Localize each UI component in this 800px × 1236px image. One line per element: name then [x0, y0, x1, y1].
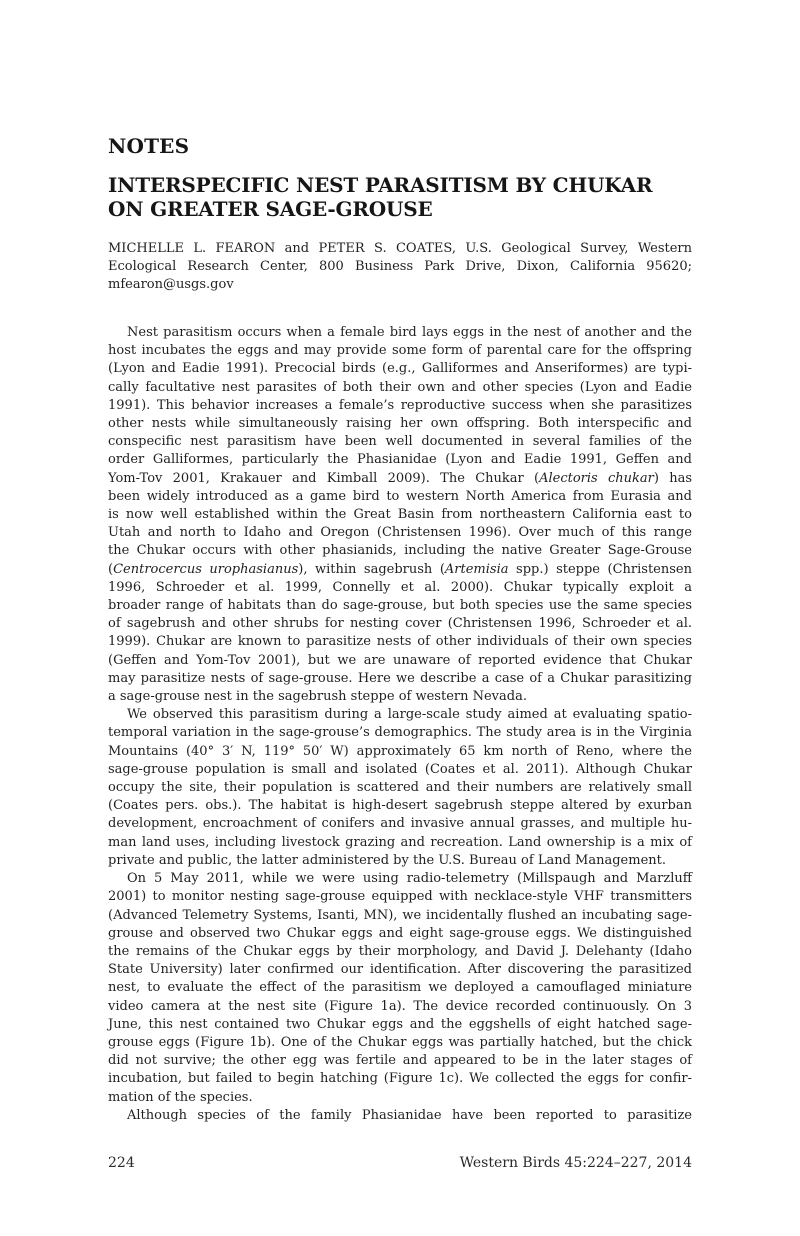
- text-line: We observed this parasitism during a large-scale study aimed at evaluating spatio-: [127, 707, 692, 723]
- article-title: [108, 173, 692, 221]
- text-line: (Geffen and Yom-Tov 2001), but we are unaware of reported evidence that Chukar: [108, 652, 692, 668]
- text-line: sage-grouse population is small and isolated (Coates et al. 2011). Although Chukar: [108, 761, 692, 777]
- text-line: mfearon@usgs.gov: [108, 277, 234, 292]
- text-line: occupy the site, their population is scattered and their numbers are relatively small: [108, 780, 692, 796]
- text-line: a sage-grouse nest in the sagebrush steppe of western Nevada.: [108, 689, 527, 705]
- page-number: 224: [108, 1155, 135, 1171]
- text-line: Mountains (40° 3′ N, 119° 50′ W) approximately 65 km north of Reno, where the: [108, 743, 692, 759]
- paragraph: [108, 870, 692, 1107]
- text-line: been widely introduced as a game bird to western North America from Eurasia and: [108, 488, 692, 504]
- text-line: grouse and observed two Chukar eggs and eight sage-grouse eggs. We distinguished: [108, 925, 692, 941]
- text-line: the Chukar occurs with other phasianids, including the native Greater Sage-Grouse: [108, 543, 692, 559]
- text-line: is now well established within the Great Basin from northeastern California east to: [108, 507, 692, 523]
- section-heading: NOTES: [108, 134, 190, 158]
- text-line: (Centrocercus urophasianus), within sagebrush (Artemisia spp.) steppe (Christensen: [108, 561, 692, 577]
- text-line: host incubates the eggs and may provide some form of parental care for the offspring: [108, 343, 692, 359]
- text-line: (Lyon and Eadie 1991). Precocial birds (e.g., Galliformes and Anseriformes) are typi-: [108, 361, 692, 377]
- text-line: MICHELLE L. FEARON and PETER S. COATES, U.S. Geological Survey, Western: [108, 241, 692, 256]
- text-line: 1999). Chukar are known to parasitize nests of other individuals of their own species: [108, 634, 692, 650]
- article-body: [108, 324, 692, 1125]
- text-line: of sagebrush and other shrubs for nesting cover (Christensen 1996, Schroeder et al.: [108, 616, 692, 632]
- text-line: Yom-Tov 2001, Krakauer and Kimball 2009). The Chukar (Alectoris chukar) has: [108, 470, 692, 486]
- paragraph: [108, 706, 692, 870]
- text-line: may parasitize nests of sage-grouse. Here we describe a case of a Chukar parasitizing: [108, 670, 692, 686]
- text-line: video camera at the nest site (Figure 1a). The device recorded continuously. On 3: [108, 998, 692, 1014]
- paragraph: [108, 240, 692, 294]
- text-line: other nests while simultaneously raising her own offspring. Both interspecific and: [108, 416, 692, 432]
- text-line: Utah and north to Idaho and Oregon (Christensen 1996). Over much of this range: [108, 525, 692, 541]
- text-line: 1991). This behavior increases a female’s reproductive success when she parasitizes: [108, 397, 692, 413]
- text-line: incubation, but failed to begin hatching (Figure 1c). We collected the eggs for confir-: [108, 1071, 692, 1087]
- text-line: Nest parasitism occurs when a female bird lays eggs in the nest of another and the: [127, 325, 692, 340]
- text-line: (Advanced Telemetry Systems, Isanti, MN), we incidentally flushed an incubating sage-: [108, 907, 692, 923]
- text-line: did not survive; the other egg was fertile and appeared to be in the later stages of: [108, 1053, 692, 1069]
- text-line: June, this nest contained two Chukar eggs and the eggshells of eight hatched sage-: [108, 1016, 692, 1032]
- text-line: temporal variation in the sage-grouse’s demographics. The study area is in the Virginia: [108, 725, 692, 741]
- text-line: On 5 May 2011, while we were using radio-telemetry (Millspaugh and Marzluff: [127, 871, 692, 887]
- text-line: development, encroachment of conifers and invasive annual grasses, and multiple hu-: [108, 816, 692, 832]
- paragraph: [108, 324, 692, 706]
- text-line: nest, to evaluate the effect of the parasitism we deployed a camouflaged miniature: [108, 980, 692, 996]
- text-line: broader range of habitats than do sage-grouse, but both species use the same species: [108, 598, 692, 614]
- text-line: 1996, Schroeder et al. 1999, Connelly et al. 2000). Chukar typically exploit a: [108, 579, 692, 595]
- journal-citation: Western Birds 45:224–227, 2014: [459, 1155, 692, 1171]
- text-line: 2001) to monitor nesting sage-grouse equipped with necklace-style VHF transmitters: [108, 889, 692, 905]
- authors-affiliation-block: [108, 240, 692, 294]
- text-line: Ecological Research Center, 800 Business Park Drive, Dixon, California 95620;: [108, 259, 692, 274]
- article-title-line-1: INTERSPECIFIC NEST PARASITISM BY CHUKAR: [108, 173, 653, 197]
- text-line: Although species of the family Phasianidae have been reported to parasitize: [127, 1107, 692, 1123]
- text-line: grouse eggs (Figure 1b). One of the Chukar eggs was partially hatched, but the chick: [108, 1034, 692, 1050]
- article-title-line-2: ON GREATER SAGE-GROUSE: [108, 197, 433, 221]
- text-line: private and public, the latter administered by the U.S. Bureau of Land Management.: [108, 852, 666, 868]
- text-line: mation of the species.: [108, 1089, 253, 1105]
- text-line: man land uses, including livestock grazing and recreation. Land ownership is a mix of: [108, 834, 692, 850]
- paragraph: [108, 1107, 692, 1125]
- text-line: State University) later confirmed our identification. After discovering the parasitized: [108, 962, 692, 978]
- text-line: cally facultative nest parasites of both their own and other species (Lyon and Eadie: [108, 379, 692, 395]
- page-footer: [108, 1155, 692, 1171]
- text-line: order Galliformes, particularly the Phasianidae (Lyon and Eadie 1991, Geffen and: [108, 452, 692, 468]
- text-line: (Coates pers. obs.). The habitat is high-desert sagebrush steppe altered by exurban: [108, 798, 692, 814]
- text-line: conspecific nest parasitism have been well documented in several families of the: [108, 434, 692, 450]
- text-line: the remains of the Chukar eggs by their morphology, and David J. Delehanty (Idaho: [108, 943, 692, 959]
